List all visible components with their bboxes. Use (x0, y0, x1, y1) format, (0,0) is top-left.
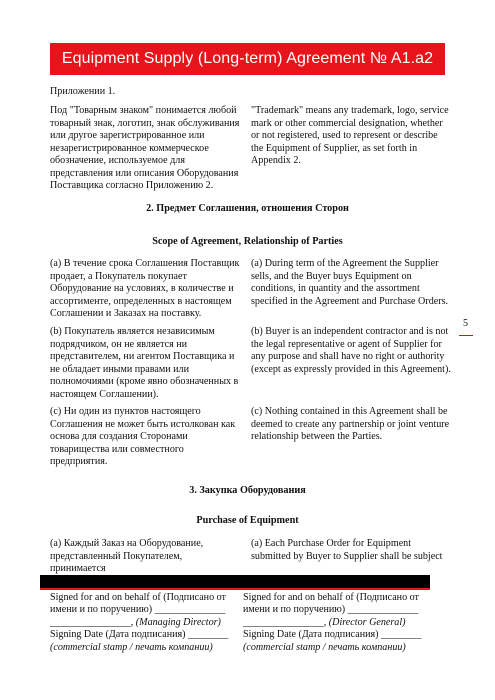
stamp-note-right: (commercial stamp / печать компании) (243, 641, 406, 653)
sign-blank-right: ________________, (243, 616, 329, 628)
section-2-clause-c-en: (c) Nothing contained in this Agreement shall be deemed to create any partnership or joint venture relationship between the Parties. (251, 406, 450, 442)
header-banner (50, 43, 445, 75)
section-3-clause-a-en: (a) Each Purchase Order for Equipment submitted by Buyer to Supplier shall be subject (251, 538, 443, 562)
trademark-definition-en: "Trademark" means any trademark, logo, service mark or other commercial designation, whether or not registered, used to represent or describe the Equipment of Supplier, as set forth in Appendix 2. (251, 105, 449, 166)
section-2-clause-b-en: (b) Buyer is an independent contractor and is not the legal representative or agent of Supplier for any purpose and shall have no right or authority (except as expressly provided in this Agreement). (251, 326, 451, 375)
page-number-rule (459, 335, 473, 336)
footer-signature-left (50, 592, 240, 654)
section-2-clause-a-en: (a) During term of the Agreement the Supplier sells, and the Buyer buys Equipment on conditions, in quantity and the assortment specified in the Agreement and Purchase Orders. (251, 258, 449, 307)
page-number: 5 (463, 318, 468, 329)
section-2-clause-c-ru: (с) Ни один из пунктов настоящего Соглашения не может быть истолкован как основа для создания Сторонами товарищества или совместного предприятия. (50, 406, 236, 467)
appendix-reference: Приложении 1. (50, 86, 116, 97)
section-2-heading-en: Scope of Agreement, Relationship of Parties (152, 236, 343, 247)
section-2-clause-b-ru: (b) Покупатель является независимым подрядчиком, он не является ни представителем, ни агентом Поставщика и не обладает иными правами или полномочиями (кроме явно обозначенных в настоящем Соглашении). (50, 326, 239, 400)
stamp-note-left: (commercial stamp / печать компании) (50, 641, 213, 653)
sign-line-right: Signed for and on behalf of (Подписано от имени и по поручению) ______________ (243, 592, 419, 616)
signatory-role-left: (Managing Director) (135, 616, 221, 628)
document-title: Equipment Supply (Long-term) Agreement № A1.a2 (61, 50, 434, 67)
sign-blank-left: ________________, (50, 616, 136, 628)
footer-signature-right (243, 592, 443, 654)
sign-role-line-right (243, 617, 443, 629)
footer-accent-line (40, 588, 430, 590)
footer-divider-bar (40, 575, 430, 588)
sign-role-line-left (50, 617, 240, 629)
trademark-definition-ru: Под "Товарным знаком" понимается любой товарный знак, логотип, знак обслуживания или другое зарегистрированное или незарегистрированное коммерческое обозначение, используемое для представления или описания Оборудования Поставщика согласно Приложению 2. (50, 105, 240, 191)
signatory-role-right: (Director General) (328, 616, 406, 628)
section-3-heading-ru: 3. Закупка Оборудования (189, 485, 306, 496)
section-3-heading-en: Purchase of Equipment (196, 515, 299, 526)
section-3-clause-a-ru: (а) Каждый Заказ на Оборудование, представленный Покупателем, принимается (50, 538, 204, 574)
sign-line-left: Signed for and on behalf of (Подписано от имени и по поручению) ______________ (50, 592, 226, 616)
section-2-heading-ru: 2. Предмет Соглашения, отношения Сторон (146, 203, 349, 214)
signing-date-right: Signing Date (Дата подписания) ________ (243, 629, 422, 641)
section-2-clause-a-ru: (а) В течение срока Соглашения Поставщик продает, а Покупатель покупает Оборудование на условиях, в количестве и ассортименте, определенных в настоящем Соглашении и Заказах на поставку. (50, 258, 240, 319)
signing-date-left: Signing Date (Дата подписания) ________ (50, 629, 229, 641)
